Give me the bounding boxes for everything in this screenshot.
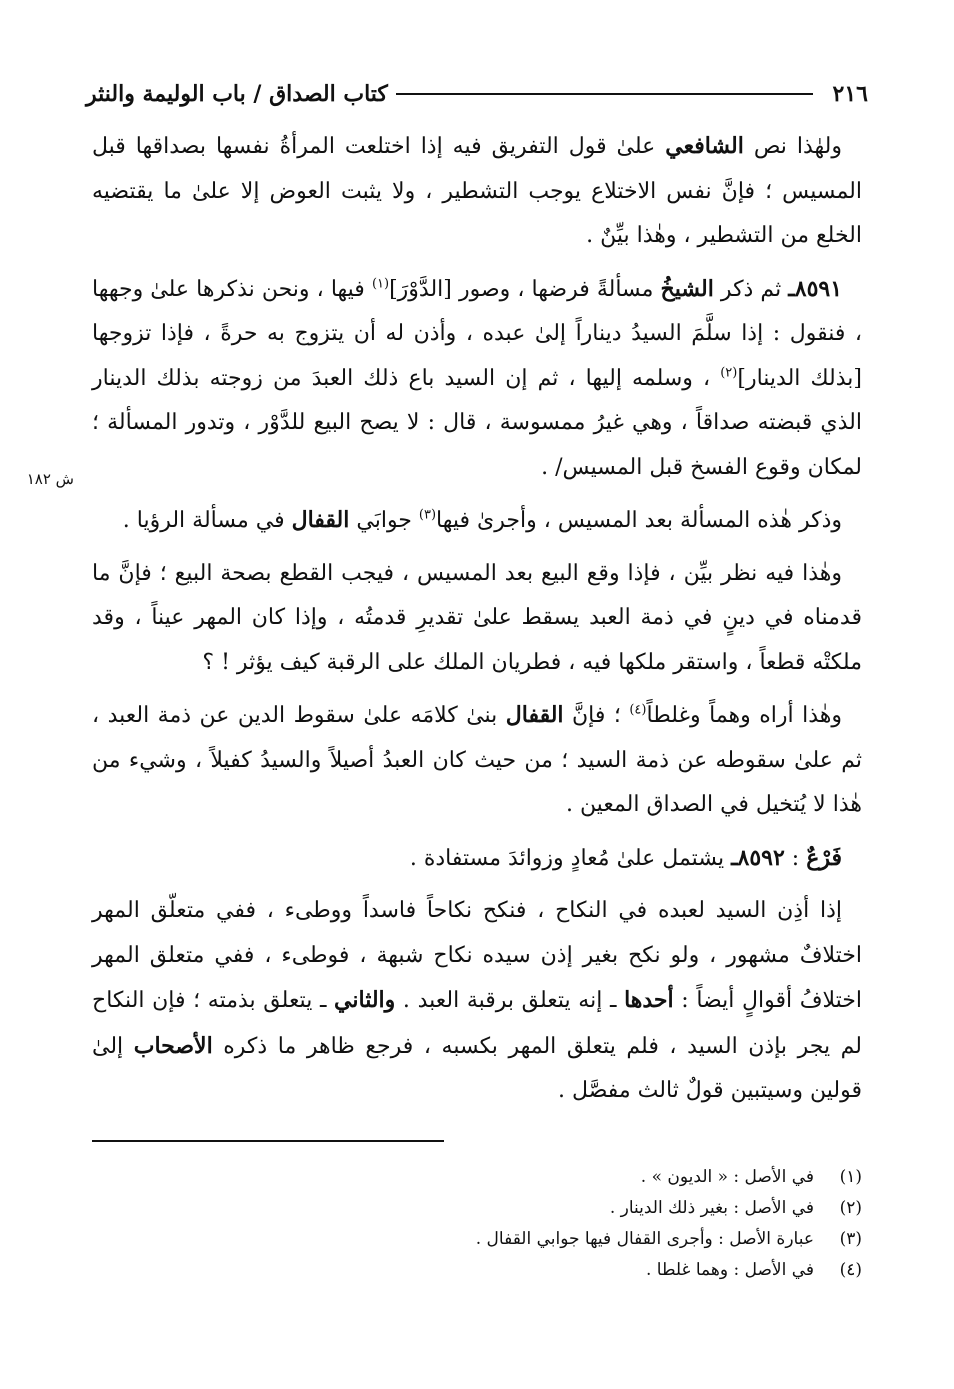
paragraph-2 bbox=[92, 267, 862, 491]
footnote bbox=[200, 1255, 862, 1286]
bold-name: الشيخُ bbox=[660, 275, 714, 302]
bold-term: والثاني bbox=[334, 987, 396, 1013]
text-span: مسألةً فرضها ، وصور [الدَّوْرَ] bbox=[389, 276, 661, 302]
text-span: فيها ، ونحن نذكرها علىٰ وجهها ، فنقول : إذا سلَّمَ السيدُ ديناراً إلىٰ عبده ، وأذن له أن يتزوج به حرةً ، فإذا تزوجها [بذلك الدينار] bbox=[92, 276, 862, 391]
footnotes bbox=[200, 1162, 862, 1286]
text-span: : bbox=[784, 845, 807, 871]
footnote-ref: (٢) bbox=[720, 365, 738, 381]
bold-term: أحدها bbox=[624, 987, 674, 1013]
footnote-ref: (١) bbox=[371, 276, 390, 292]
running-title: كتاب الصداق / باب الوليمة والنثر bbox=[86, 81, 388, 107]
text-span: وهٰذا أراه وهماً وغلطاً bbox=[646, 703, 842, 728]
text-span: ولهٰذا نص bbox=[743, 134, 842, 159]
text-span: في مسألة الرؤيا . bbox=[122, 508, 292, 533]
bold-name: القفال bbox=[505, 702, 564, 728]
page-header bbox=[86, 74, 868, 114]
text-span: وذكر هٰذه المسألة بعد المسيس ، وأجرىٰ فيها bbox=[436, 508, 842, 533]
footnote-ref: (٣) bbox=[418, 507, 437, 523]
paragraph-6 bbox=[92, 836, 862, 882]
footnote-text: عبارة الأصل : وأجرى القفال فيها جوابي القفال . bbox=[475, 1229, 814, 1249]
text-span: علىٰ قول التفريق فيه إذا اختلعت المرأةُ نفسها بصداقها قبل المسيس ؛ فإنَّ نفس الاختلاع يوجب التشطير ، ولا يثبت العوض إلا علىٰ ما يقتضيه الخلع من التشطير ، وهٰذا بيِّنٌ . bbox=[92, 134, 862, 248]
text-span: بنىٰ كلامَه علىٰ سقوط الدين عن ذمة العبد ، ثم علىٰ سقوطه عن ذمة السيد ؛ من حيث كان العبدُ أصيلاً والسيدُ كفيلاً ، وشيء من هٰذا لا يُتخيل في الصداق المعين . bbox=[92, 703, 862, 817]
text-span: إلىٰ قولين وسيتبين قولٌ ثالث مفصَّل . bbox=[92, 1033, 862, 1103]
text-span: إذا أذِن السيد لعبده في النكاح ، فنكح نكاحاً فاسداً ووطىء ، ففي متعلّق المهر اختلافٌ مشهور ، ولو نكح بغير إذن سيده نكاح شبهة ، فوطىء ، ففي متعلق المهر اختلافُ أقوالٍ أيضاً : bbox=[92, 898, 862, 1013]
footnote-text: في الأصل : « الديون » . bbox=[640, 1167, 814, 1187]
margin-folio-note: ش ١٨٢ bbox=[26, 470, 74, 488]
text-span: ، وسلمه إليها ، ثم إن السيد باع ذلك العبدَ من زوجته بذلك الدينار الذي قبضته صداقاً ، وهي غيرُ ممسوسة ، قال : لا يصح البيع للدَّوْر ، وتدور المسألة ؛ لمكان وقوع الفسخ قبل المسيس/ . bbox=[92, 365, 862, 480]
footnote bbox=[200, 1193, 862, 1224]
paragraph-3 bbox=[92, 498, 862, 544]
bold-name: القفال bbox=[291, 507, 350, 533]
footnote-ref: (٤) bbox=[629, 702, 647, 718]
text-span: ؛ فإنَّ bbox=[563, 703, 630, 728]
footnote-number: (٢) bbox=[839, 1198, 862, 1218]
footnote-text: في الأصل : بغير ذلك الدينار . bbox=[609, 1198, 814, 1218]
paragraph-5 bbox=[92, 693, 862, 828]
footnote-number: (٣) bbox=[839, 1229, 862, 1249]
text-span: جوابَي bbox=[349, 508, 419, 533]
text-span: ـ إنه يتعلق برقبة العبد . bbox=[395, 988, 625, 1013]
footnote-number: (٤) bbox=[839, 1260, 862, 1280]
paragraph-1 bbox=[92, 124, 862, 259]
page-number: ٢١٦ bbox=[832, 81, 868, 107]
text-span: ـ يتعلق بذمته ؛ فإن النكاح لم يجر بإذن السيد ، فلم يتعلق المهر بكسبه ، فرجع ظاهر ما ذكره bbox=[92, 988, 862, 1059]
paragraph-4: وهٰذا فيه نظر بيِّن ، فإذا وقع البيع بعد المسيس ، فيجب القطع بصحة البيع ؛ فإنَّ ما قدمناه في دينٍ في ذمة العبد يسقط علىٰ تقديرِ قدمتُه ، وإذا كان المهر عيناً ، وقد ملكتْه قطعاً ، واستقر ملكها فيه ، فطريان الملك على الرقبة كيف يؤثر ! ؟ bbox=[92, 560, 862, 675]
footnote bbox=[200, 1224, 862, 1255]
footnote bbox=[200, 1162, 862, 1193]
paragraph-7 bbox=[92, 889, 862, 1114]
section-number: ٨٥٩١ـ bbox=[788, 275, 843, 302]
footnote-text: في الأصل : وهما غلطا . bbox=[646, 1260, 814, 1280]
section-heading: فَرْعٌ bbox=[806, 844, 842, 871]
text-span: يشتمل علىٰ مُعادٍ وزوائدَ مستفادة . bbox=[409, 845, 732, 871]
text-span: ثم ذكر bbox=[713, 276, 789, 302]
footnote-rule bbox=[92, 1140, 444, 1142]
main-text bbox=[92, 124, 862, 1122]
bold-name: الشافعي bbox=[665, 133, 744, 159]
section-number: ٨٥٩٢ـ bbox=[731, 844, 785, 871]
footnote-number: (١) bbox=[839, 1167, 862, 1187]
header-rule bbox=[396, 93, 813, 95]
bold-term: الأصحاب bbox=[133, 1032, 213, 1059]
